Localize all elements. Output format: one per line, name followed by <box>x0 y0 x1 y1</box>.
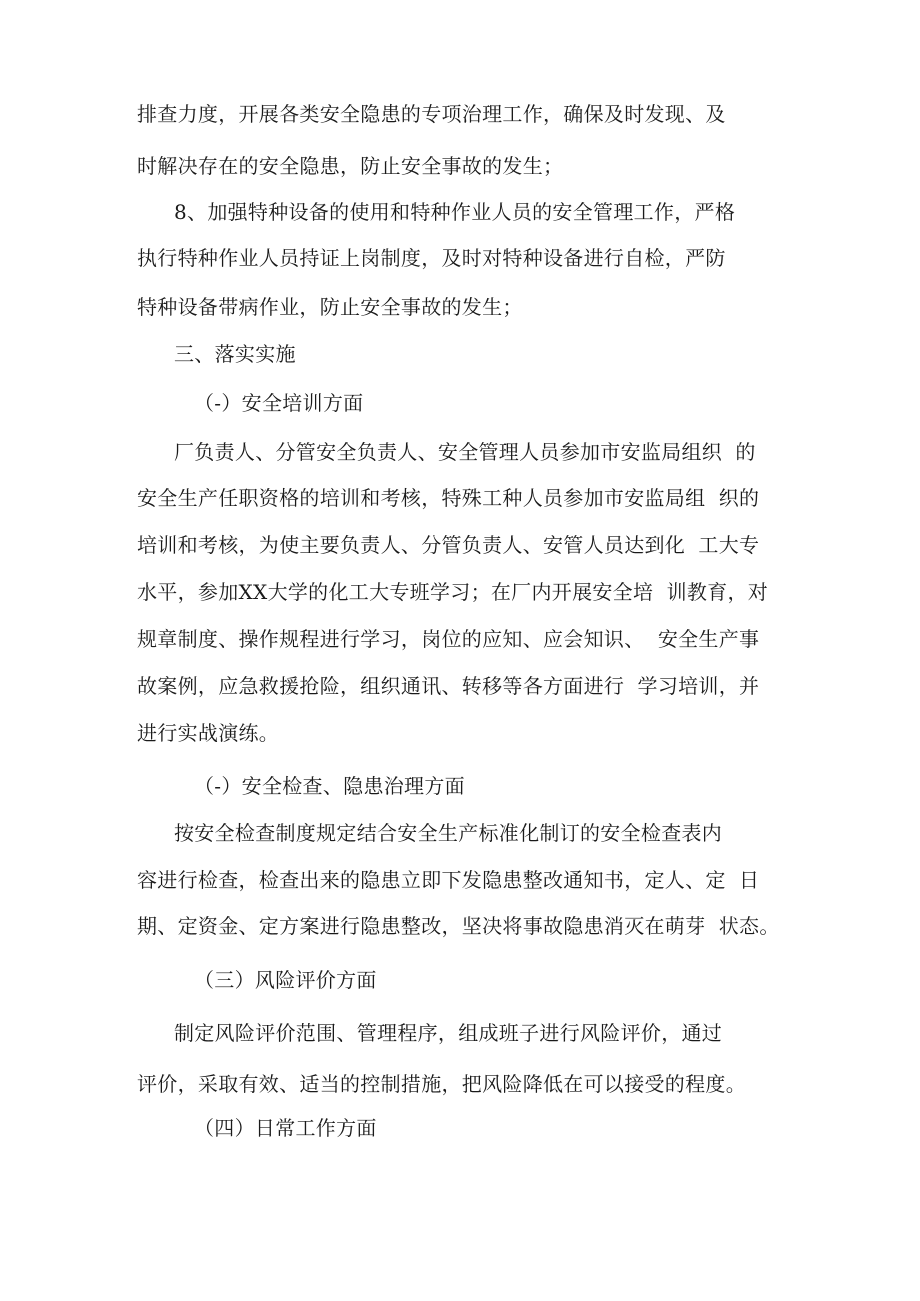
text-line: 执行特种作业人员持证上岗制度，及时对特种设备进行自检，严防 <box>137 246 726 270</box>
subsection-heading: （四）日常工作方面 <box>194 1116 377 1140</box>
subsection-heading: （-）安全培训方面 <box>194 391 364 415</box>
text-line: 时解决存在的安全隐患，防止安全事故的发生； <box>137 154 564 178</box>
text-line: 容进行检查，检查出来的隐患立即下发隐患整改通知书，定人、定 日 <box>137 868 760 892</box>
section-heading: 三、落实实施 <box>174 342 296 366</box>
text-line: 安全生产任职资格的培训和考核，特殊工种人员参加市安监局组 织的 <box>137 486 760 510</box>
text-line: 制定风险评价范围、管理程序，组成班子进行风险评价，通过 <box>174 1021 723 1045</box>
subsection-heading: （-）安全检查、隐患治理方面 <box>194 774 465 798</box>
text-line: 8、加强特种设备的使用和特种作业人员的安全管理工作，严格 <box>174 200 736 224</box>
text-line: 培训和考核，为使主要负责人、分管负责人、安管人员达到化 工大专 <box>137 533 760 557</box>
text-line: 水平，参加XX大学的化工大专班学习；在厂内开展安全培 训教育，对 <box>137 580 769 604</box>
text-line: 规章制度、操作规程进行学习，岗位的应知、应会知识、 安全生产事 <box>137 627 760 651</box>
text-line: 排查力度，开展各类安全隐患的专项治理工作，确保及时发现、及 <box>137 102 726 126</box>
subsection-heading: （三）风险评价方面 <box>194 968 377 992</box>
text-line: 按安全检查制度规定结合安全生产标准化制订的安全检查表内 <box>174 821 723 845</box>
text-line: 期、定资金、定方案进行隐患整改，坚决将事故隐患消灭在萌芽 状态。 <box>137 914 780 938</box>
text-line: 评价，采取有效、适当的控制措施，把风险降低在可以接受的程度。 <box>137 1072 746 1096</box>
text-line: 故案例，应急救援抢险，组织通讯、转移等各方面进行 学习培训，并 <box>137 674 760 698</box>
text-line: 进行实战演练。 <box>137 721 280 745</box>
text-line: 厂负责人、分管安全负责人、安全管理人员参加市安监局组织 的 <box>174 440 756 464</box>
text-line: 特种设备带病作业，防止安全事故的发生； <box>137 295 523 319</box>
